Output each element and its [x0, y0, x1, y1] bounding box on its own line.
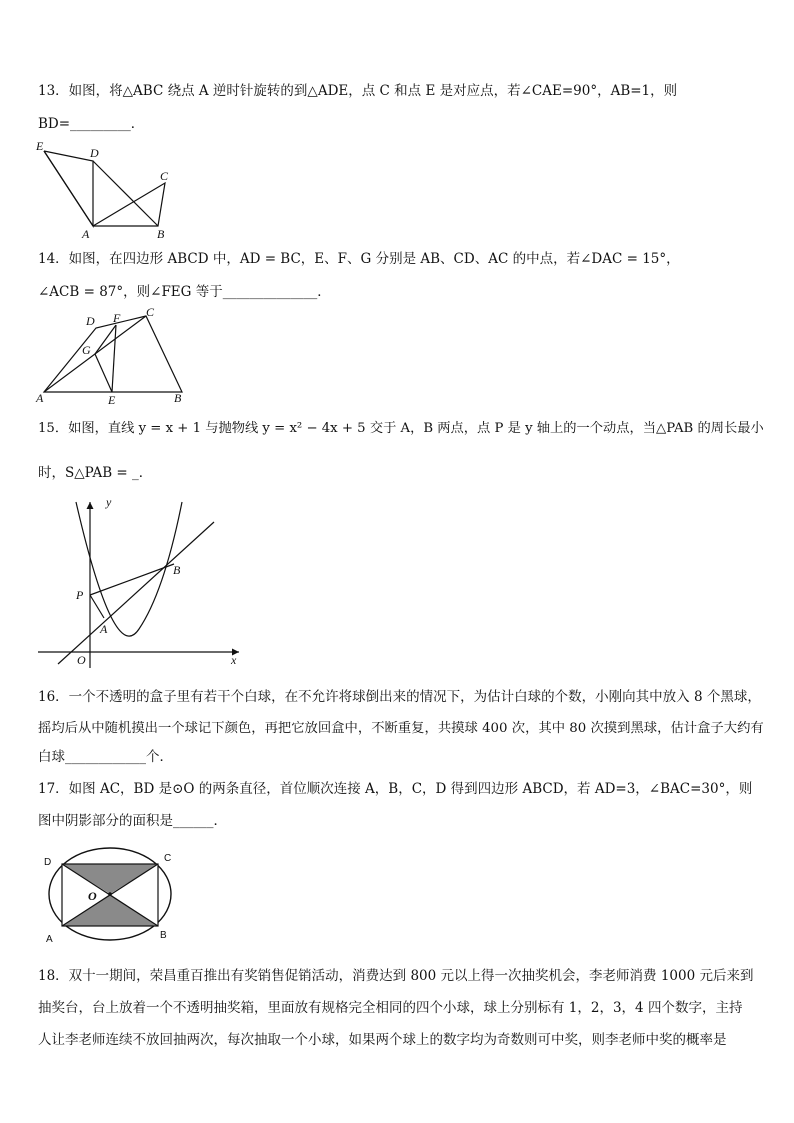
- q15-label-x: x: [231, 653, 237, 667]
- q17-line1: 17．如图 AC，BD 是⊙O 的两条直径，首位顺次连接 A，B，C，D 得到四边形 ABCD，若 AD=3，∠BAC=30°，则: [38, 781, 753, 797]
- q14-label-d: D: [86, 314, 95, 328]
- q14-label-b: B: [174, 391, 182, 404]
- q13-label-d: D: [90, 146, 99, 160]
- q18-line3: 人让李老师连续不放回抽两次，每次抽取一个小球，如果两个球上的数字均为奇数则可中奖，则李老师中奖的概率是: [38, 1032, 727, 1048]
- q14-label-c: C: [146, 305, 155, 319]
- q14-line2: ∠ACB = 87°，则∠FEG 等于______________．: [38, 284, 331, 300]
- q15-label-y: y: [106, 495, 112, 509]
- q14-label-e: E: [108, 393, 116, 404]
- q15-label-a: A: [100, 622, 108, 636]
- q13-line1: 13．如图，将△ABC 绕点 A 逆时针旋转的到△ADE，点 C 和点 E 是对应点，若∠CAE=90°，AB=1，则: [38, 83, 678, 99]
- q15-label-p: P: [76, 588, 84, 602]
- q13-figure: [30, 138, 180, 242]
- q13-label-a: A: [82, 227, 90, 241]
- q15-label-o: O: [77, 653, 86, 667]
- q17-figure: [40, 842, 180, 946]
- q14-figure: [34, 304, 194, 404]
- q16-line3: 白球____________个．: [38, 749, 173, 765]
- q14-label-f: F: [113, 311, 121, 325]
- q17-label-a: A: [46, 934, 53, 945]
- q15-line1: 15．如图，直线 y = x + 1 与抛物线 y = x² − 4x + 5 交于 A，B 两点，点 P 是 y 轴上的一个动点，当△PAB 的周长最小: [38, 421, 764, 436]
- q18-line2: 抽奖台，台上放着一个不透明抽奖箱，里面放有规格完全相同的四个小球，球上分别标有 1，2，3，4 四个数字，主持: [38, 1000, 743, 1016]
- q15-figure: [34, 492, 249, 672]
- q17-label-d: D: [44, 857, 52, 868]
- q15-line2: 时，S△PAB = _．: [38, 465, 153, 481]
- q13-label-e: E: [36, 139, 44, 153]
- q17-label-c: C: [164, 853, 172, 864]
- q14-label-g: G: [82, 343, 91, 357]
- q16-line1: 16．一个不透明的盒子里有若干个白球，在不允许将球倒出来的情况下，为估计白球的个数，小刚向其中放入 8 个黑球，: [38, 689, 761, 705]
- q15-label-b: B: [173, 563, 181, 577]
- q14-line1: 14．如图，在四边形 ABCD 中，AD = BC，E、F、G 分别是 AB、CD、AC 的中点，若∠DAC = 15°，: [38, 251, 680, 267]
- q17-label-b: B: [160, 930, 167, 941]
- q13-label-b: B: [157, 227, 165, 241]
- q13-line2: BD=_________．: [38, 116, 145, 132]
- q13-label-c: C: [160, 169, 169, 183]
- q17-line2: 图中阴影部分的面积是______．: [38, 813, 227, 829]
- q18-line1: 18．双十一期间，荣昌重百推出有奖销售促销活动，消费达到 800 元以上得一次抽奖机会，李老师消费 1000 元后来到: [38, 968, 754, 984]
- q16-line2: 摇均后从中随机摸出一个球记下颜色，再把它放回盒中，不断重复，共摸球 400 次，其中 80 次摸到黑球，估计盒子大约有: [38, 721, 764, 736]
- q14-label-a: A: [36, 391, 44, 404]
- q17-label-o: O: [88, 889, 97, 903]
